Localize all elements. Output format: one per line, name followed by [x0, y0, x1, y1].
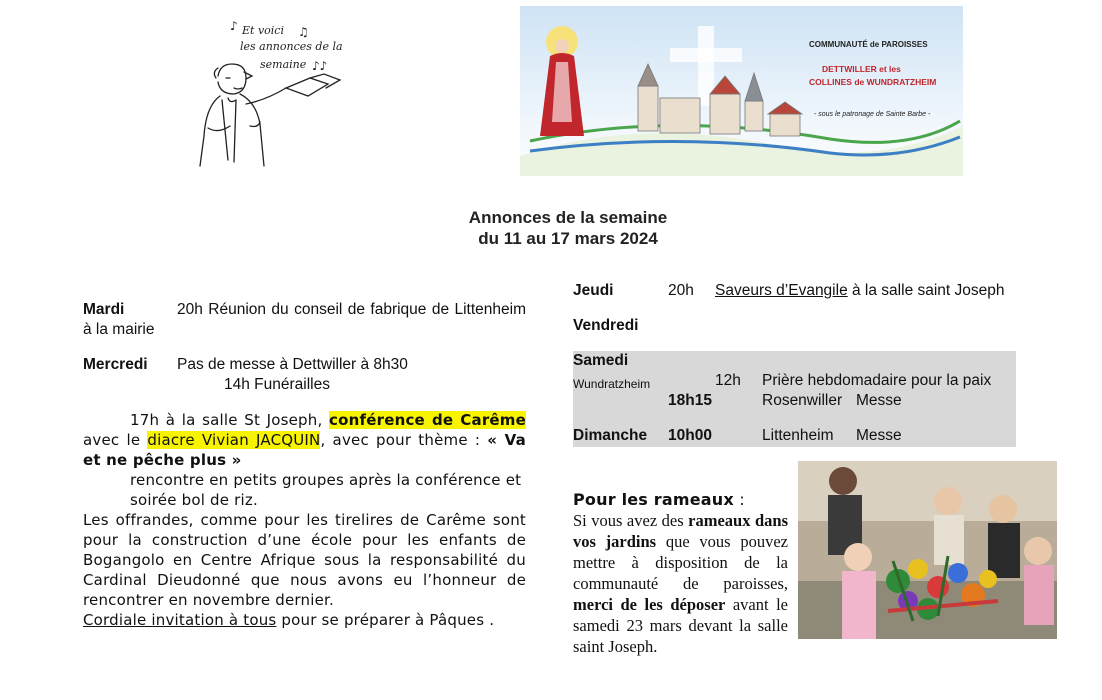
- conf-highlight-conference: conférence de Carême: [329, 411, 526, 429]
- rameaux-text-3: avant le samedi 23 mars devant la salle saint Joseph.: [573, 595, 788, 656]
- music-note-icon: ♫: [298, 25, 309, 39]
- day-dimanche: Dimanche: [573, 427, 648, 444]
- children-palms-photo: [798, 461, 1057, 639]
- conf-text-2: avec le: [83, 431, 148, 449]
- conf-text-1: 17h à la salle St Joseph,: [130, 411, 330, 429]
- sketch-caption-1: Et voici: [242, 24, 284, 37]
- conf-theme: « Va et ne pêche plus »: [83, 431, 526, 469]
- jeudi-entry: [573, 281, 1016, 301]
- music-note-icon: ♪♪: [312, 59, 328, 73]
- conference-block: [83, 410, 526, 630]
- conf-invitation: [83, 610, 526, 630]
- dimanche-location: Littenheim: [762, 427, 834, 444]
- dimanche-kind: Messe: [856, 427, 902, 444]
- left-column: [83, 300, 526, 630]
- logo-line-3: COLLINES de WUNDRATZHEIM: [809, 77, 937, 87]
- samedi-time-2: 18h15: [668, 392, 712, 409]
- mercredi-line-1: Pas de messe à Dettwiller à 8h30: [177, 356, 408, 373]
- samedi-text-1: Prière hebdomadaire pour la paix: [762, 372, 992, 389]
- sketch-caption-3: semaine: [260, 58, 307, 71]
- rameaux-text: [573, 510, 788, 657]
- title-line-2: du 11 au 17 mars 2024: [478, 229, 658, 248]
- logo-line-2: DETTWILLER et les: [822, 64, 901, 74]
- conf-offerings: Les offrandes, comme pour les tirelires de Carême sont pour la construction d’une école pour les enfants de Bogangolo en Centre Afrique sous la responsabilité du Cardinal Dieudonné que nous avons eu l’honneur de rencontrer en novembre dernier.: [83, 511, 526, 609]
- rameaux-colon: :: [733, 490, 745, 509]
- invitation-tail: pour se préparer à Pâques .: [276, 611, 495, 629]
- priest-sketch-illustration: [190, 18, 350, 170]
- right-column: [573, 281, 1016, 447]
- mardi-entry: [83, 300, 526, 340]
- day-mercredi: Mercredi: [83, 356, 148, 373]
- title-line-1: Annonces de la semaine: [468, 208, 668, 227]
- day-samedi: Samedi: [573, 352, 629, 369]
- dimanche-time: 10h00: [668, 427, 712, 444]
- invitation-link: Cordiale invitation à tous: [83, 611, 277, 629]
- rameaux-title: Pour les rameaux: [573, 490, 734, 509]
- conf-highlight-deacon: diacre Vivian JACQUIN: [147, 431, 321, 449]
- logo-line-4: - sous le patronage de Sainte Barbe -: [814, 111, 931, 118]
- logo-line-1: COMMUNAUTÉ de PAROISSES: [809, 40, 928, 49]
- jeudi-event-link: Saveurs d’Evangile: [715, 282, 848, 299]
- rameaux-bold-1: rameaux dans vos jardins: [573, 511, 788, 551]
- rameaux-bold-2: merci de les déposer: [573, 595, 726, 614]
- rameaux-block: [573, 489, 788, 657]
- mardi-text: 20h Réunion du conseil de fabrique de Littenheim à la mairie: [83, 301, 526, 338]
- conf-line-3: soirée bol de riz.: [130, 491, 258, 509]
- samedi-place: Wundratzheim: [573, 377, 651, 391]
- rameaux-text-2: que vous pouvez mettre à disposition de la communauté de paroisses,: [573, 532, 788, 593]
- vendredi-entry: [573, 316, 1016, 336]
- sketch-caption-2: les annonces de la: [240, 40, 343, 53]
- mercredi-entry: [83, 355, 526, 395]
- conference-intro: [83, 410, 526, 470]
- samedi-location-2: Rosenwiller: [762, 392, 843, 409]
- parish-logo-banner: [520, 6, 963, 176]
- rameaux-text-1: Si vous avez des: [573, 511, 689, 530]
- day-mardi: Mardi: [83, 301, 125, 318]
- day-jeudi: Jeudi: [573, 282, 614, 299]
- conf-line-2: rencontre en petits groupes après la conférence et: [130, 471, 522, 489]
- samedi-kind-2: Messe: [856, 392, 902, 409]
- page-title: [0, 207, 1102, 249]
- conf-text-3: , avec pour thème :: [320, 431, 488, 449]
- jeudi-tail: à la salle saint Joseph: [847, 282, 1005, 299]
- mercredi-line-2: 14h Funérailles: [224, 376, 330, 393]
- samedi-time-1: 12h: [715, 372, 741, 389]
- music-note-icon: ♪: [230, 19, 238, 33]
- weekend-band: [573, 351, 1016, 447]
- day-vendredi: Vendredi: [573, 317, 639, 334]
- jeudi-time: 20h: [668, 282, 694, 299]
